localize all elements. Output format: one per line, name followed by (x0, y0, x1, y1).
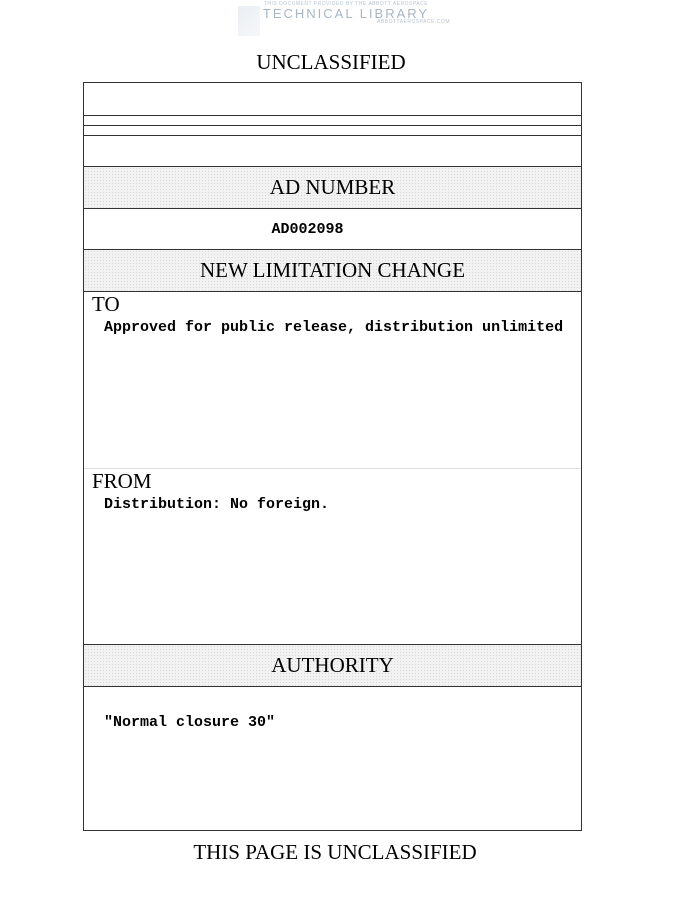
blank-row-3 (84, 126, 581, 136)
blank-row-1 (84, 83, 581, 116)
limitation-header (84, 250, 581, 292)
watermark-line1: THIS DOCUMENT PROVIDED BY THE ABBOTT AEROSPACE (263, 1, 429, 7)
authority-text: "Normal closure 30" (104, 714, 276, 731)
ad-number-value: AD002098 (271, 220, 344, 238)
form-box (83, 82, 582, 831)
watermark (236, 2, 456, 25)
blank-row-2 (84, 116, 581, 126)
to-section (84, 292, 581, 469)
to-text: Approved for public release, distribution unlimited (104, 319, 564, 336)
authority-header (84, 645, 581, 687)
to-label: TO (92, 292, 120, 316)
from-section (84, 469, 581, 645)
classification-bottom: THIS PAGE IS UNCLASSIFIED (193, 840, 477, 864)
from-label: FROM (92, 469, 152, 493)
blank-row-4 (84, 136, 581, 167)
limitation-header-text: NEW LIMITATION CHANGE (199, 258, 466, 282)
watermark-line2: TECHNICAL LIBRARY (262, 6, 430, 21)
watermark-line3: ABBOTTAEROSPACE.COM (377, 19, 450, 25)
ad-number-header-text: AD NUMBER (269, 175, 396, 199)
ad-number-row (84, 209, 581, 250)
authority-header-text: AUTHORITY (271, 653, 394, 677)
authority-section (84, 687, 581, 830)
ad-number-header (84, 167, 581, 209)
classification-top: UNCLASSIFIED (256, 50, 406, 74)
from-text: Distribution: No foreign. (104, 496, 330, 513)
